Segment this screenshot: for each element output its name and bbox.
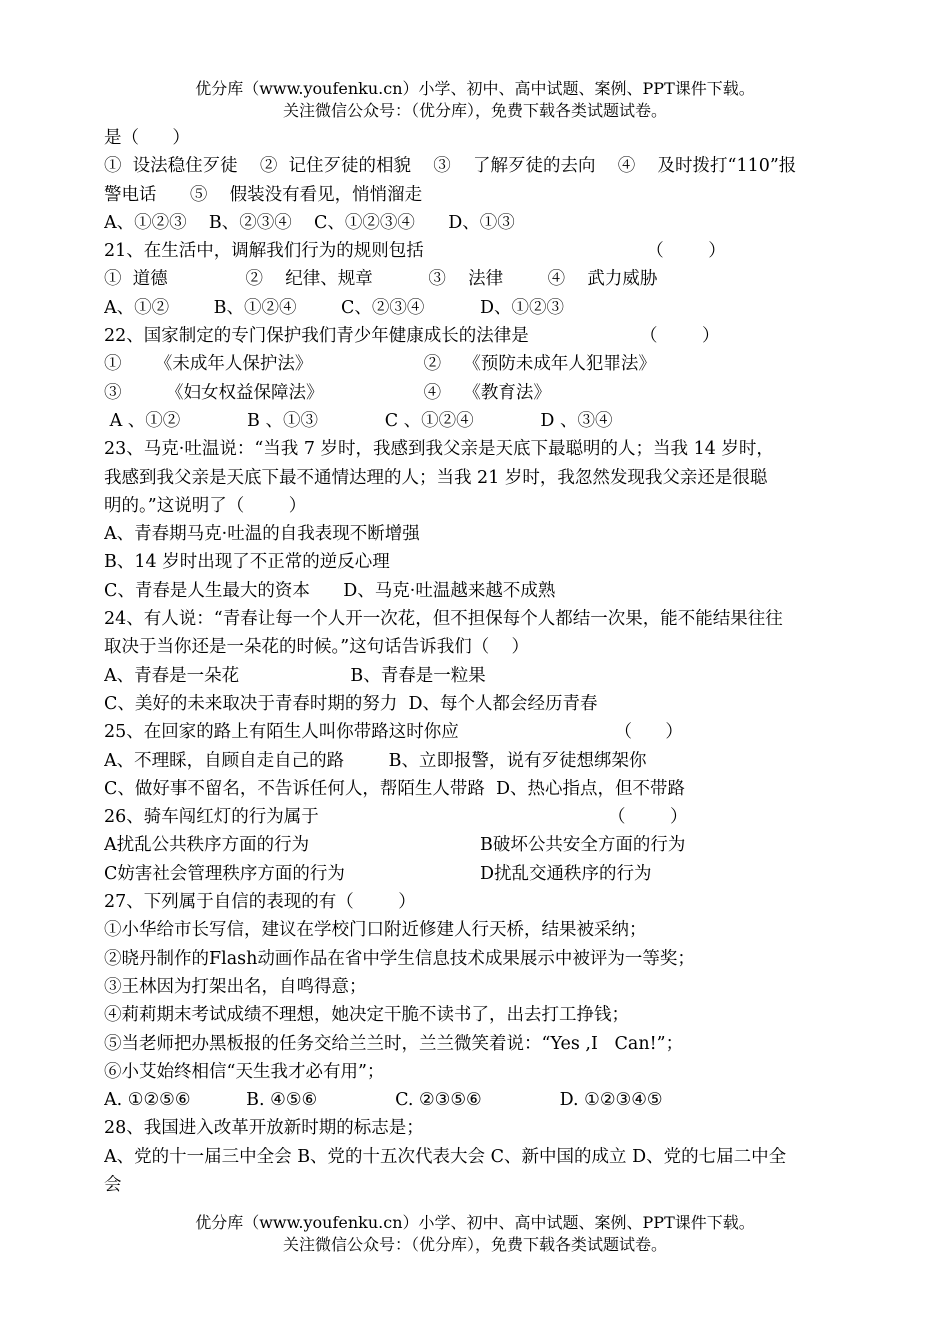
page-footer <box>0 1212 950 1256</box>
q23-stem-2: 我感到我父亲是天底下最不通情达理的人；当我 21 岁时，我忽然发现我父亲还是很聪 <box>104 467 768 488</box>
q25-stem: 25、在回家的路上有陌生人叫你带路这时你应 （ ） <box>104 722 683 743</box>
q20-tail: 是（ ） <box>104 128 190 148</box>
q27-item-4: ④莉莉期末考试成绩不理想，她决定干脆不读书了，出去打工挣钱； <box>104 1005 629 1026</box>
q24-options-ab: A、青春是一朵花 B、青春是一粒果 <box>104 665 486 686</box>
q22-stem: 22、国家制定的专门保护我们青少年健康成长的法律是 （ ） <box>104 326 720 347</box>
q28-options-2: 会 <box>104 1174 122 1195</box>
q23-options-cd: C、青春是人生最大的资本 D、马克·吐温越来越不成熟 <box>104 580 556 601</box>
q23-option-a: A、青春期马克·吐温的自我表现不断增强 <box>104 524 420 545</box>
q27-item-3: ③王林因为打架出名，自鸣得意； <box>104 976 367 997</box>
q28-stem: 28、我国进入改革开放新时期的标志是； <box>104 1118 424 1139</box>
q25-options-ab: A、不理睬，自顾自走自己的路 B、立即报警，说有歹徒想绑架你 <box>104 750 647 771</box>
q22-answers: A 、①② B 、①③ C 、①②④ D 、③④ <box>104 410 613 431</box>
page-header <box>0 78 950 122</box>
q23-stem-1: 23、马克·吐温说：“当我 7 岁时，我感到我父亲是天底下最聪明的人；当我 14 岁时， <box>104 439 774 460</box>
q23-option-b: B、14 岁时出现了不正常的逆反心理 <box>104 552 390 573</box>
q26-options-cd <box>104 860 864 888</box>
q26-option-c: C妨害社会管理秩序方面的行为 <box>104 863 345 884</box>
q27-item-2: ②晓丹制作的Flash动画作品在省中学生信息技术成果展示中被评为一等奖； <box>104 948 695 969</box>
q21-stem: 21、在生活中，调解我们行为的规则包括 （ ） <box>104 241 726 262</box>
q24-stem-2: 取决于当你还是一朵花的时候。”这句话告诉我们（ ） <box>104 637 529 658</box>
q27-item-1: ①小华给市长写信，建议在学校门口附近修建人行天桥，结果被采纳； <box>104 920 647 941</box>
q27-item-6: ⑥小艾始终相信“天生我才必有用”； <box>104 1061 385 1082</box>
q27-item-5: ⑤当老师把办黑板报的任务交给兰兰时，兰兰微笑着说：“Yes ,I Can!”； <box>104 1033 684 1054</box>
q21-options: ① 道德 ② 纪律、规章 ③ 法律 ④ 武力威胁 <box>104 269 658 290</box>
q27-answers: A. ①②⑤⑥ B. ④⑤⑥ C. ②③⑤⑥ D. ①②③④⑤ <box>104 1090 663 1111</box>
q21-answers: A、①② B、①②④ C、②③④ D、①②③ <box>104 297 565 318</box>
q26-option-b: B破坏公共安全方面的行为 <box>480 835 686 856</box>
q25-options-cd: C、做好事不留名，不告诉任何人，帮陌生人带路 D、热心指点，但不带路 <box>104 778 686 799</box>
q20-answers: A、①②③ B、②③④ C、①②③④ D、①③ <box>104 212 515 233</box>
footer-line-2: 关注微信公众号：（优分库），免费下载各类试题试卷。 <box>282 1235 667 1254</box>
q26-option-d: D扰乱交通秩序的行为 <box>480 863 652 884</box>
header-line-2: 关注微信公众号：（优分库），免费下载各类试题试卷。 <box>282 101 667 120</box>
q26-stem: 26、骑车闯红灯的行为属于 （ ） <box>104 807 688 828</box>
q22-options-1: ① 《未成年人保护法》 ② 《预防未成年人犯罪法》 <box>104 354 656 375</box>
footer-line-1: 优分库（www.youfenku.cn）小学、初中、高中试题、案例、PPT课件下载。 <box>195 1213 755 1232</box>
q26-option-a: A扰乱公共秩序方面的行为 <box>104 835 310 856</box>
q24-options-cd: C、美好的未来取决于青春时期的努力 D、每个人都会经历青春 <box>104 693 598 714</box>
q28-options-1: A、党的十一届三中全会 B、党的十五次代表大会 C、新中国的成立 D、党的七届二中全 <box>104 1146 787 1167</box>
document-body <box>104 124 864 1199</box>
q22-options-2: ③ 《妇女权益保障法》 ④ 《教育法》 <box>104 382 551 403</box>
q27-stem: 27、下列属于自信的表现的有（ ） <box>104 892 416 913</box>
q26-options-ab <box>104 831 864 859</box>
header-line-1: 优分库（www.youfenku.cn）小学、初中、高中试题、案例、PPT课件下载。 <box>195 79 755 98</box>
q23-stem-3: 明的。”这说明了（ ） <box>104 495 307 516</box>
q24-stem-1: 24、有人说：“青春让每一个人开一次花，但不担保每个人都结一次果，能不能结果往往 <box>104 609 783 630</box>
q20-options-2: 警电话 ⑤ 假装没有看见，悄悄溜走 <box>104 184 423 205</box>
q20-options-1: ① 设法稳住歹徒 ② 记住歹徒的相貌 ③ 了解歹徒的去向 ④ 及时拨打“110”报 <box>104 156 797 177</box>
